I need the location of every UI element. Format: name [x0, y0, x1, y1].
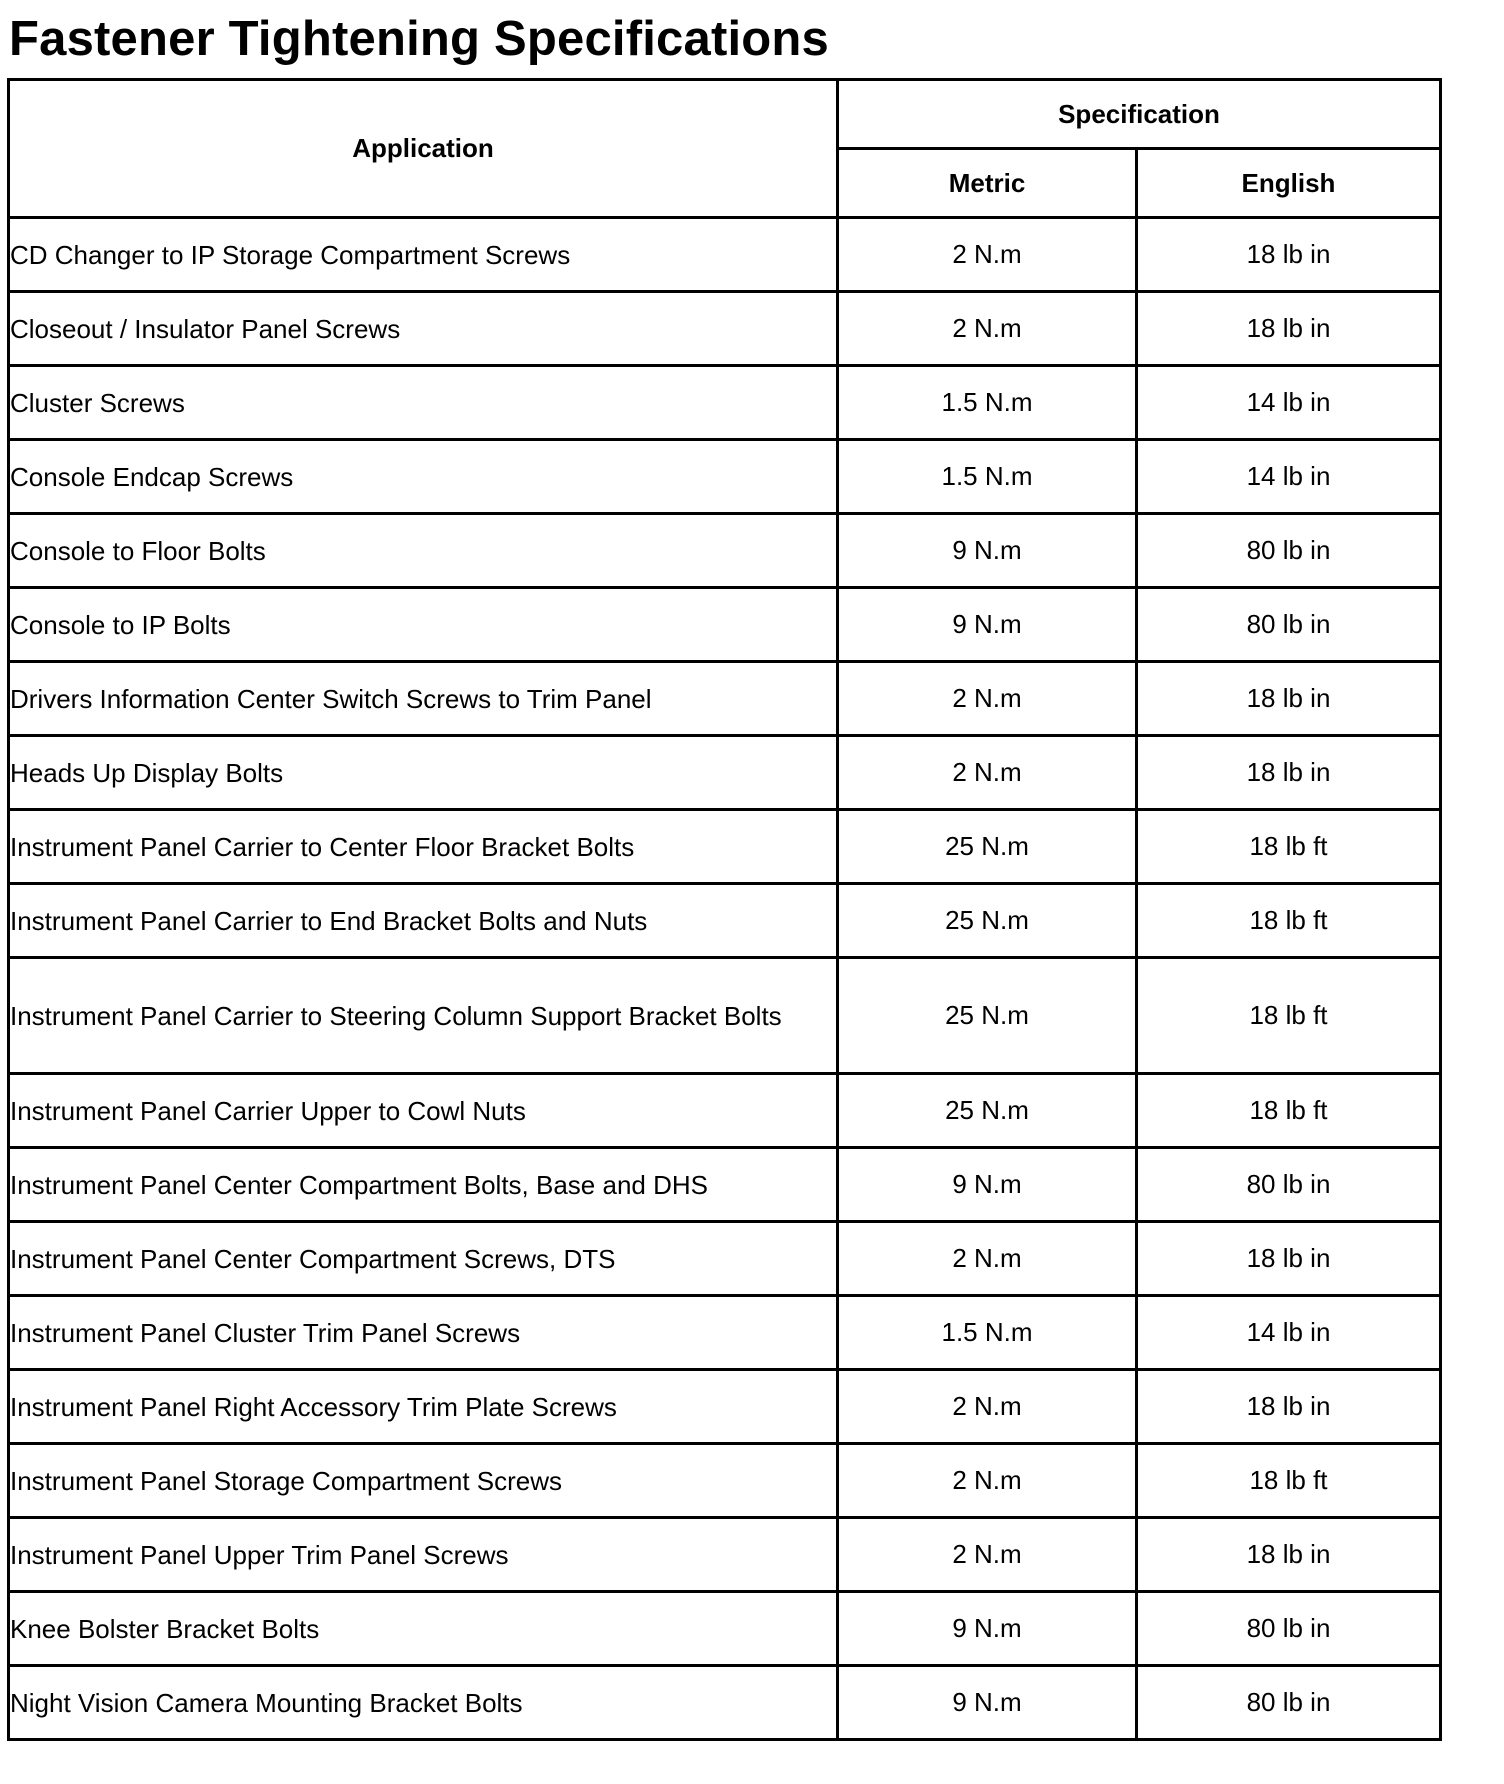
table-row — [9, 1148, 1441, 1222]
table-row — [9, 1370, 1441, 1444]
metric-cell: 9 N.m — [838, 1666, 1137, 1740]
table-row — [9, 884, 1441, 958]
english-cell: 18 lb in — [1137, 662, 1441, 736]
application-cell: Cluster Screws — [9, 366, 838, 440]
specification-header: Specification — [838, 80, 1441, 149]
table-row — [9, 366, 1441, 440]
metric-cell: 2 N.m — [838, 736, 1137, 810]
metric-cell: 25 N.m — [838, 884, 1137, 958]
application-header: Application — [9, 80, 838, 218]
table-row — [9, 1444, 1441, 1518]
english-cell: 80 lb in — [1137, 1666, 1441, 1740]
application-cell: Console Endcap Screws — [9, 440, 838, 514]
english-cell: 18 lb ft — [1137, 810, 1441, 884]
application-cell: Console to Floor Bolts — [9, 514, 838, 588]
metric-cell: 2 N.m — [838, 1518, 1137, 1592]
fastener-spec-table — [7, 78, 1442, 1741]
application-cell: Instrument Panel Storage Compartment Screws — [9, 1444, 838, 1518]
english-cell: 14 lb in — [1137, 440, 1441, 514]
metric-cell: 25 N.m — [838, 810, 1137, 884]
table-row — [9, 662, 1441, 736]
application-cell: Instrument Panel Center Compartment Bolts, Base and DHS — [9, 1148, 838, 1222]
table-row — [9, 736, 1441, 810]
metric-cell: 2 N.m — [838, 1370, 1137, 1444]
english-cell: 18 lb ft — [1137, 1074, 1441, 1148]
english-cell: 80 lb in — [1137, 588, 1441, 662]
table-row — [9, 440, 1441, 514]
english-cell: 18 lb in — [1137, 292, 1441, 366]
table-row — [9, 1074, 1441, 1148]
application-cell: Instrument Panel Center Compartment Screws, DTS — [9, 1222, 838, 1296]
metric-cell: 2 N.m — [838, 662, 1137, 736]
application-cell: Instrument Panel Cluster Trim Panel Screws — [9, 1296, 838, 1370]
metric-cell: 1.5 N.m — [838, 440, 1137, 514]
application-cell: Heads Up Display Bolts — [9, 736, 838, 810]
metric-cell: 1.5 N.m — [838, 1296, 1137, 1370]
table-row — [9, 1518, 1441, 1592]
table-row — [9, 1296, 1441, 1370]
metric-cell: 25 N.m — [838, 958, 1137, 1074]
english-cell: 18 lb in — [1137, 1370, 1441, 1444]
application-cell: Closeout / Insulator Panel Screws — [9, 292, 838, 366]
table-row — [9, 1666, 1441, 1740]
english-header: English — [1137, 149, 1441, 218]
metric-cell: 2 N.m — [838, 1222, 1137, 1296]
english-cell: 18 lb in — [1137, 1518, 1441, 1592]
table-row — [9, 1222, 1441, 1296]
english-cell: 80 lb in — [1137, 514, 1441, 588]
english-cell: 18 lb in — [1137, 1222, 1441, 1296]
page-title: Fastener Tightening Specifications — [9, 12, 829, 66]
metric-cell: 2 N.m — [838, 292, 1137, 366]
table-row — [9, 1592, 1441, 1666]
application-cell: Console to IP Bolts — [9, 588, 838, 662]
application-cell: Drivers Information Center Switch Screws to Trim Panel — [9, 662, 838, 736]
application-cell: Instrument Panel Right Accessory Trim Plate Screws — [9, 1370, 838, 1444]
english-cell: 18 lb ft — [1137, 884, 1441, 958]
application-cell: Instrument Panel Carrier Upper to Cowl Nuts — [9, 1074, 838, 1148]
metric-cell: 1.5 N.m — [838, 366, 1137, 440]
metric-cell: 2 N.m — [838, 218, 1137, 292]
application-cell: Instrument Panel Carrier to Center Floor Bracket Bolts — [9, 810, 838, 884]
metric-header: Metric — [838, 149, 1137, 218]
table-row — [9, 292, 1441, 366]
english-cell: 18 lb ft — [1137, 958, 1441, 1074]
metric-cell: 9 N.m — [838, 588, 1137, 662]
metric-cell: 9 N.m — [838, 514, 1137, 588]
application-cell: CD Changer to IP Storage Compartment Screws — [9, 218, 838, 292]
english-cell: 14 lb in — [1137, 1296, 1441, 1370]
table-row — [9, 514, 1441, 588]
metric-cell: 2 N.m — [838, 1444, 1137, 1518]
application-cell: Instrument Panel Carrier to End Bracket Bolts and Nuts — [9, 884, 838, 958]
english-cell: 18 lb ft — [1137, 1444, 1441, 1518]
metric-cell: 9 N.m — [838, 1592, 1137, 1666]
application-cell: Instrument Panel Carrier to Steering Column Support Bracket Bolts — [9, 958, 838, 1074]
english-cell: 80 lb in — [1137, 1592, 1441, 1666]
metric-cell: 25 N.m — [838, 1074, 1137, 1148]
english-cell: 18 lb in — [1137, 736, 1441, 810]
table-row — [9, 810, 1441, 884]
table-row — [9, 588, 1441, 662]
table-row — [9, 958, 1441, 1074]
english-cell: 14 lb in — [1137, 366, 1441, 440]
english-cell: 80 lb in — [1137, 1148, 1441, 1222]
application-cell: Instrument Panel Upper Trim Panel Screws — [9, 1518, 838, 1592]
application-cell: Night Vision Camera Mounting Bracket Bolts — [9, 1666, 838, 1740]
table-row — [9, 218, 1441, 292]
metric-cell: 9 N.m — [838, 1148, 1137, 1222]
application-cell: Knee Bolster Bracket Bolts — [9, 1592, 838, 1666]
english-cell: 18 lb in — [1137, 218, 1441, 292]
